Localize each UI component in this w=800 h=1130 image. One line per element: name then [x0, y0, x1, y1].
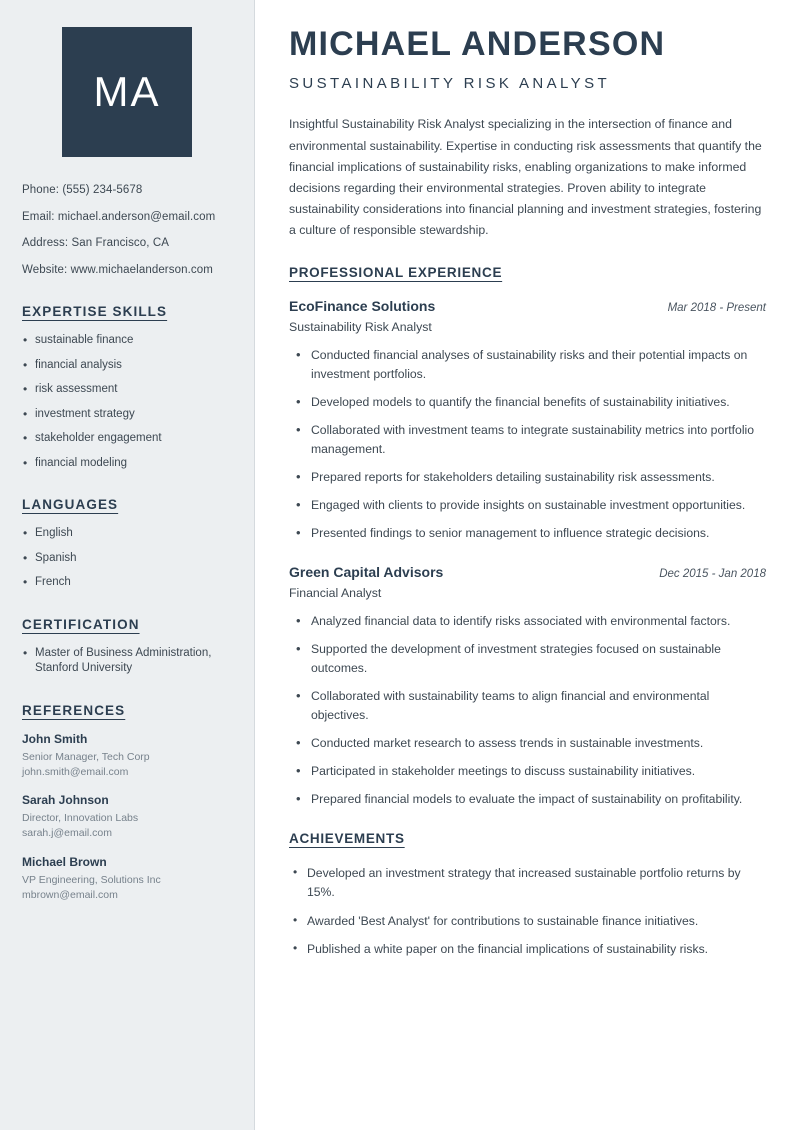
skills-list [22, 333, 232, 471]
section-heading-expertise-skills: EXPERTISE SKILLS [22, 304, 168, 320]
experience-header [289, 564, 766, 580]
list-item [22, 855, 232, 903]
list-item: • Awarded 'Best Analyst' for contributions to sustainable finance initiatives. [289, 912, 766, 931]
reference-email: sarah.j@email.com [22, 827, 113, 840]
reference-role: VP Engineering, Solutions Inc [22, 873, 161, 886]
certification-list [22, 646, 232, 677]
company-name: Green Capital Advisors [289, 564, 444, 581]
list-item: • Spanish [22, 551, 232, 567]
languages-list [22, 526, 232, 591]
list-item: • Collaborated with investment teams to integrate sustainability metrics into portfolio management. [289, 421, 766, 459]
contact-phone: Phone: (555) 234-5678 [22, 184, 143, 196]
reference-role: Senior Manager, Tech Corp [22, 750, 150, 763]
section-heading-achievements: ACHIEVEMENTS [289, 830, 405, 846]
list-item: • risk assessment [22, 382, 232, 398]
experience-header [289, 298, 766, 314]
list-item: • financial modeling [22, 456, 232, 472]
list-item: • Prepared reports for stakeholders detailing sustainability risk assessments. [289, 468, 766, 487]
reference-name: John Smith [22, 731, 88, 746]
list-item: • Master of Business Administration, Stanford University [22, 646, 232, 677]
experience-entry [289, 564, 766, 808]
list-item: • Presented findings to senior management to influence strategic decisions. [289, 524, 766, 543]
list-item: • Conducted market research to assess trends in sustainable investments. [289, 734, 766, 753]
list-item [22, 793, 232, 841]
experience-entry [289, 298, 766, 542]
section-heading-certification: CERTIFICATION [22, 616, 140, 632]
list-item: • sustainable finance [22, 333, 232, 349]
list-item: • investment strategy [22, 407, 232, 423]
list-item: • Published a white paper on the financial implications of sustainability risks. [289, 940, 766, 959]
reference-email: john.smith@email.com [22, 765, 129, 778]
list-item: • Analyzed financial data to identify risks associated with environmental factors. [289, 612, 766, 631]
achievements-list [289, 864, 766, 960]
reference-role: Director, Innovation Labs [22, 812, 139, 825]
list-item: • French [22, 575, 232, 591]
company-name: EcoFinance Solutions [289, 298, 436, 315]
references-list [22, 732, 232, 903]
list-item: • Engaged with clients to provide insights on sustainable investment opportunities. [289, 496, 766, 515]
professional-summary: Insightful Sustainability Risk Analyst specializing in the intersection of finance and environmental sustainability. Expertise in conducting risk assessments that quantify the financial implications of sustainability risks, enabling organizations to make informed decisions regarding their environmental strategies. Proven ability to integrate sustainability considerations into financial planning and investment strategies, fostering a culture of responsible stewardship. [289, 117, 762, 238]
section-heading-professional-experience: PROFESSIONAL EXPERIENCE [289, 265, 503, 281]
list-item: • Supported the development of investment strategies focused on sustainable outcomes. [289, 640, 766, 678]
list-item: • financial analysis [22, 358, 232, 374]
job-title: SUSTAINABILITY RISK ANALYST [289, 75, 611, 93]
contact-address: Address: San Francisco, CA [22, 237, 170, 250]
list-item: • Participated in stakeholder meetings to discuss sustainability initiatives. [289, 762, 766, 781]
list-item: • stakeholder engagement [22, 431, 232, 447]
reference-name: Sarah Johnson [22, 793, 109, 808]
list-item: • Developed an investment strategy that increased sustainable portfolio returns by 15%. [289, 864, 766, 902]
main-content [255, 0, 800, 1130]
experience-bullets [289, 612, 766, 808]
reference-email: mbrown@email.com [22, 888, 118, 901]
list-item: • Developed models to quantify the financial benefits of sustainability initiatives. [289, 393, 766, 412]
list-item [22, 732, 232, 780]
job-role: Financial Analyst [289, 586, 382, 601]
job-role: Sustainability Risk Analyst [289, 320, 432, 335]
list-item: • Conducted financial analyses of sustainability risks and their potential impacts on investment portfolios. [289, 346, 766, 384]
contact-website: Website: www.michaelanderson.com [22, 263, 213, 276]
section-heading-languages: LANGUAGES [22, 497, 119, 513]
employment-dates: Mar 2018 - Present [667, 302, 766, 315]
list-item: • Prepared financial models to evaluate the impact of sustainability on profitability. [289, 790, 766, 809]
contact-list [22, 183, 232, 278]
employment-dates: Dec 2015 - Jan 2018 [659, 568, 766, 581]
page-title: MICHAEL ANDERSON [289, 25, 666, 63]
monogram-initials: MA [62, 27, 192, 157]
list-item: • English [22, 526, 232, 542]
reference-name: Michael Brown [22, 854, 107, 869]
sidebar [0, 0, 255, 1130]
experience-bullets [289, 346, 766, 542]
avatar [22, 27, 232, 157]
section-heading-references: REFERENCES [22, 702, 126, 718]
list-item: • Collaborated with sustainability teams to align financial and environmental objectives. [289, 687, 766, 725]
contact-email: Email: michael.anderson@email.com [22, 210, 216, 223]
